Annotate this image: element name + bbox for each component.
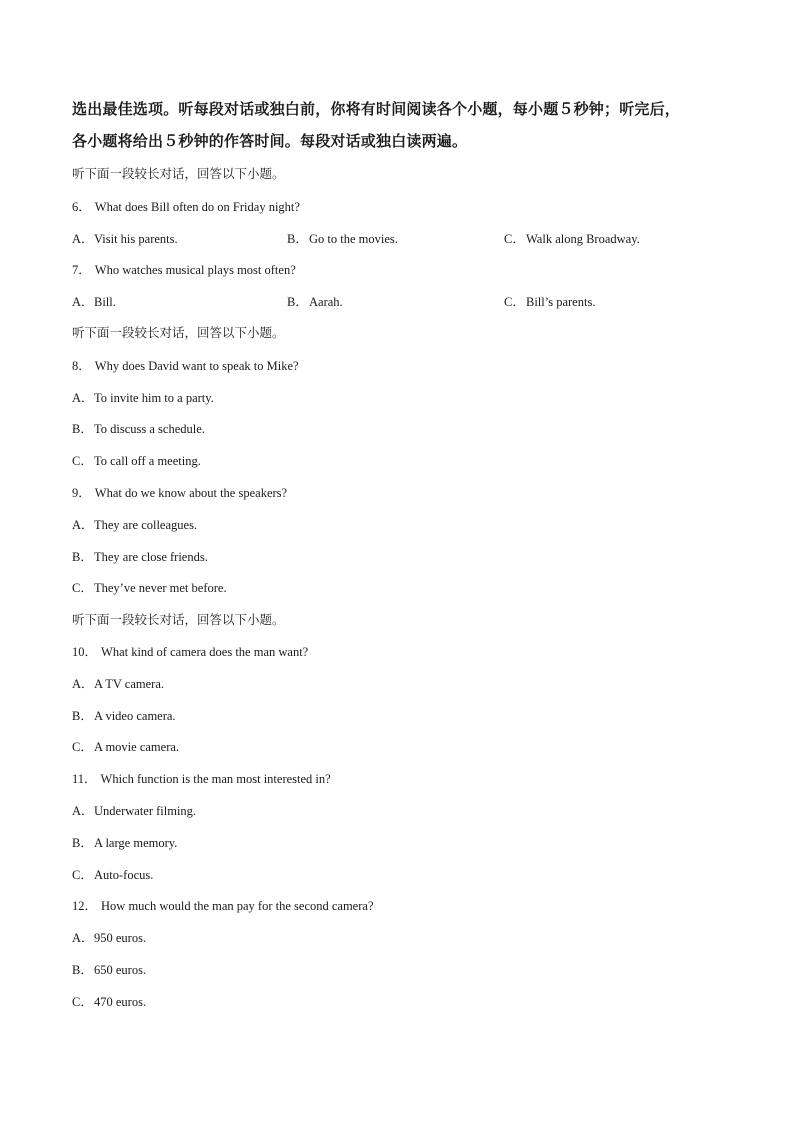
question-6 [72,199,300,215]
options-row [72,231,722,247]
question-text: Why does David want to speak to Mike? [94,359,299,373]
option-c[interactable]: C．470 euros. [72,995,147,1009]
option-b[interactable]: B．To discuss a schedule. [72,422,205,436]
question-text: What kind of camera does the man want? [101,645,309,659]
option-b[interactable]: B．A video camera. [72,709,176,723]
option-a[interactable]: A．Bill. [72,295,116,309]
question-10 [72,644,308,660]
question-text: Which function is the man most interested in? [100,772,331,786]
option-c[interactable]: C．Auto-focus. [72,868,154,882]
option-a[interactable]: A．950 euros. [72,931,147,945]
question-text: Who watches musical plays most often? [94,263,296,277]
question-text: What does Bill often do on Friday night? [94,200,300,214]
question-7 [72,262,296,278]
question-number: 12． [72,899,98,913]
question-text: How much would the man pay for the second camera? [101,899,374,913]
question-8 [72,358,299,374]
option-a[interactable]: A．A TV camera. [72,677,165,691]
section-heading: 听下面一段较长对话，回答以下小题。 [72,325,285,340]
question-11 [72,771,331,787]
option-a[interactable]: A．To invite him to a party. [72,391,214,405]
option-b[interactable]: B．Aarah. [287,295,343,309]
instructions-line-2: 各小题将给出５秒钟的作答时间。每段对话或独白读两遍。 [72,134,468,150]
option-c[interactable]: C．They’ve never met before. [72,581,227,595]
option-b[interactable]: B．They are close friends. [72,550,208,564]
question-number: 9． [72,486,91,500]
instructions-line-1: 选出最佳选项。听每段对话或独白前，你将有时间阅读各个小题，每小题５秒钟；听完后， [72,102,681,118]
question-9 [72,485,287,501]
option-c[interactable]: C．Walk along Broadway. [504,232,640,246]
section-heading: 听下面一段较长对话，回答以下小题。 [72,612,285,627]
question-12 [72,898,374,914]
option-b[interactable]: B．A large memory. [72,836,178,850]
option-b[interactable]: B．Go to the movies. [287,232,398,246]
question-text: What do we know about the speakers? [94,486,288,500]
question-number: 10． [72,645,98,659]
option-c[interactable]: C．Bill’s parents. [504,295,596,309]
question-number: 8． [72,359,91,373]
option-a[interactable]: A．They are colleagues. [72,518,198,532]
question-number: 6． [72,200,91,214]
option-a[interactable]: A．Underwater filming. [72,804,197,818]
section-heading: 听下面一段较长对话，回答以下小题。 [72,166,285,181]
option-a[interactable]: A．Visit his parents. [72,232,178,246]
question-number: 11． [72,772,97,786]
option-c[interactable]: C．A movie camera. [72,740,180,754]
question-number: 7． [72,263,91,277]
option-b[interactable]: B．650 euros. [72,963,147,977]
options-row [72,294,722,310]
option-c[interactable]: C．To call off a meeting. [72,454,201,468]
